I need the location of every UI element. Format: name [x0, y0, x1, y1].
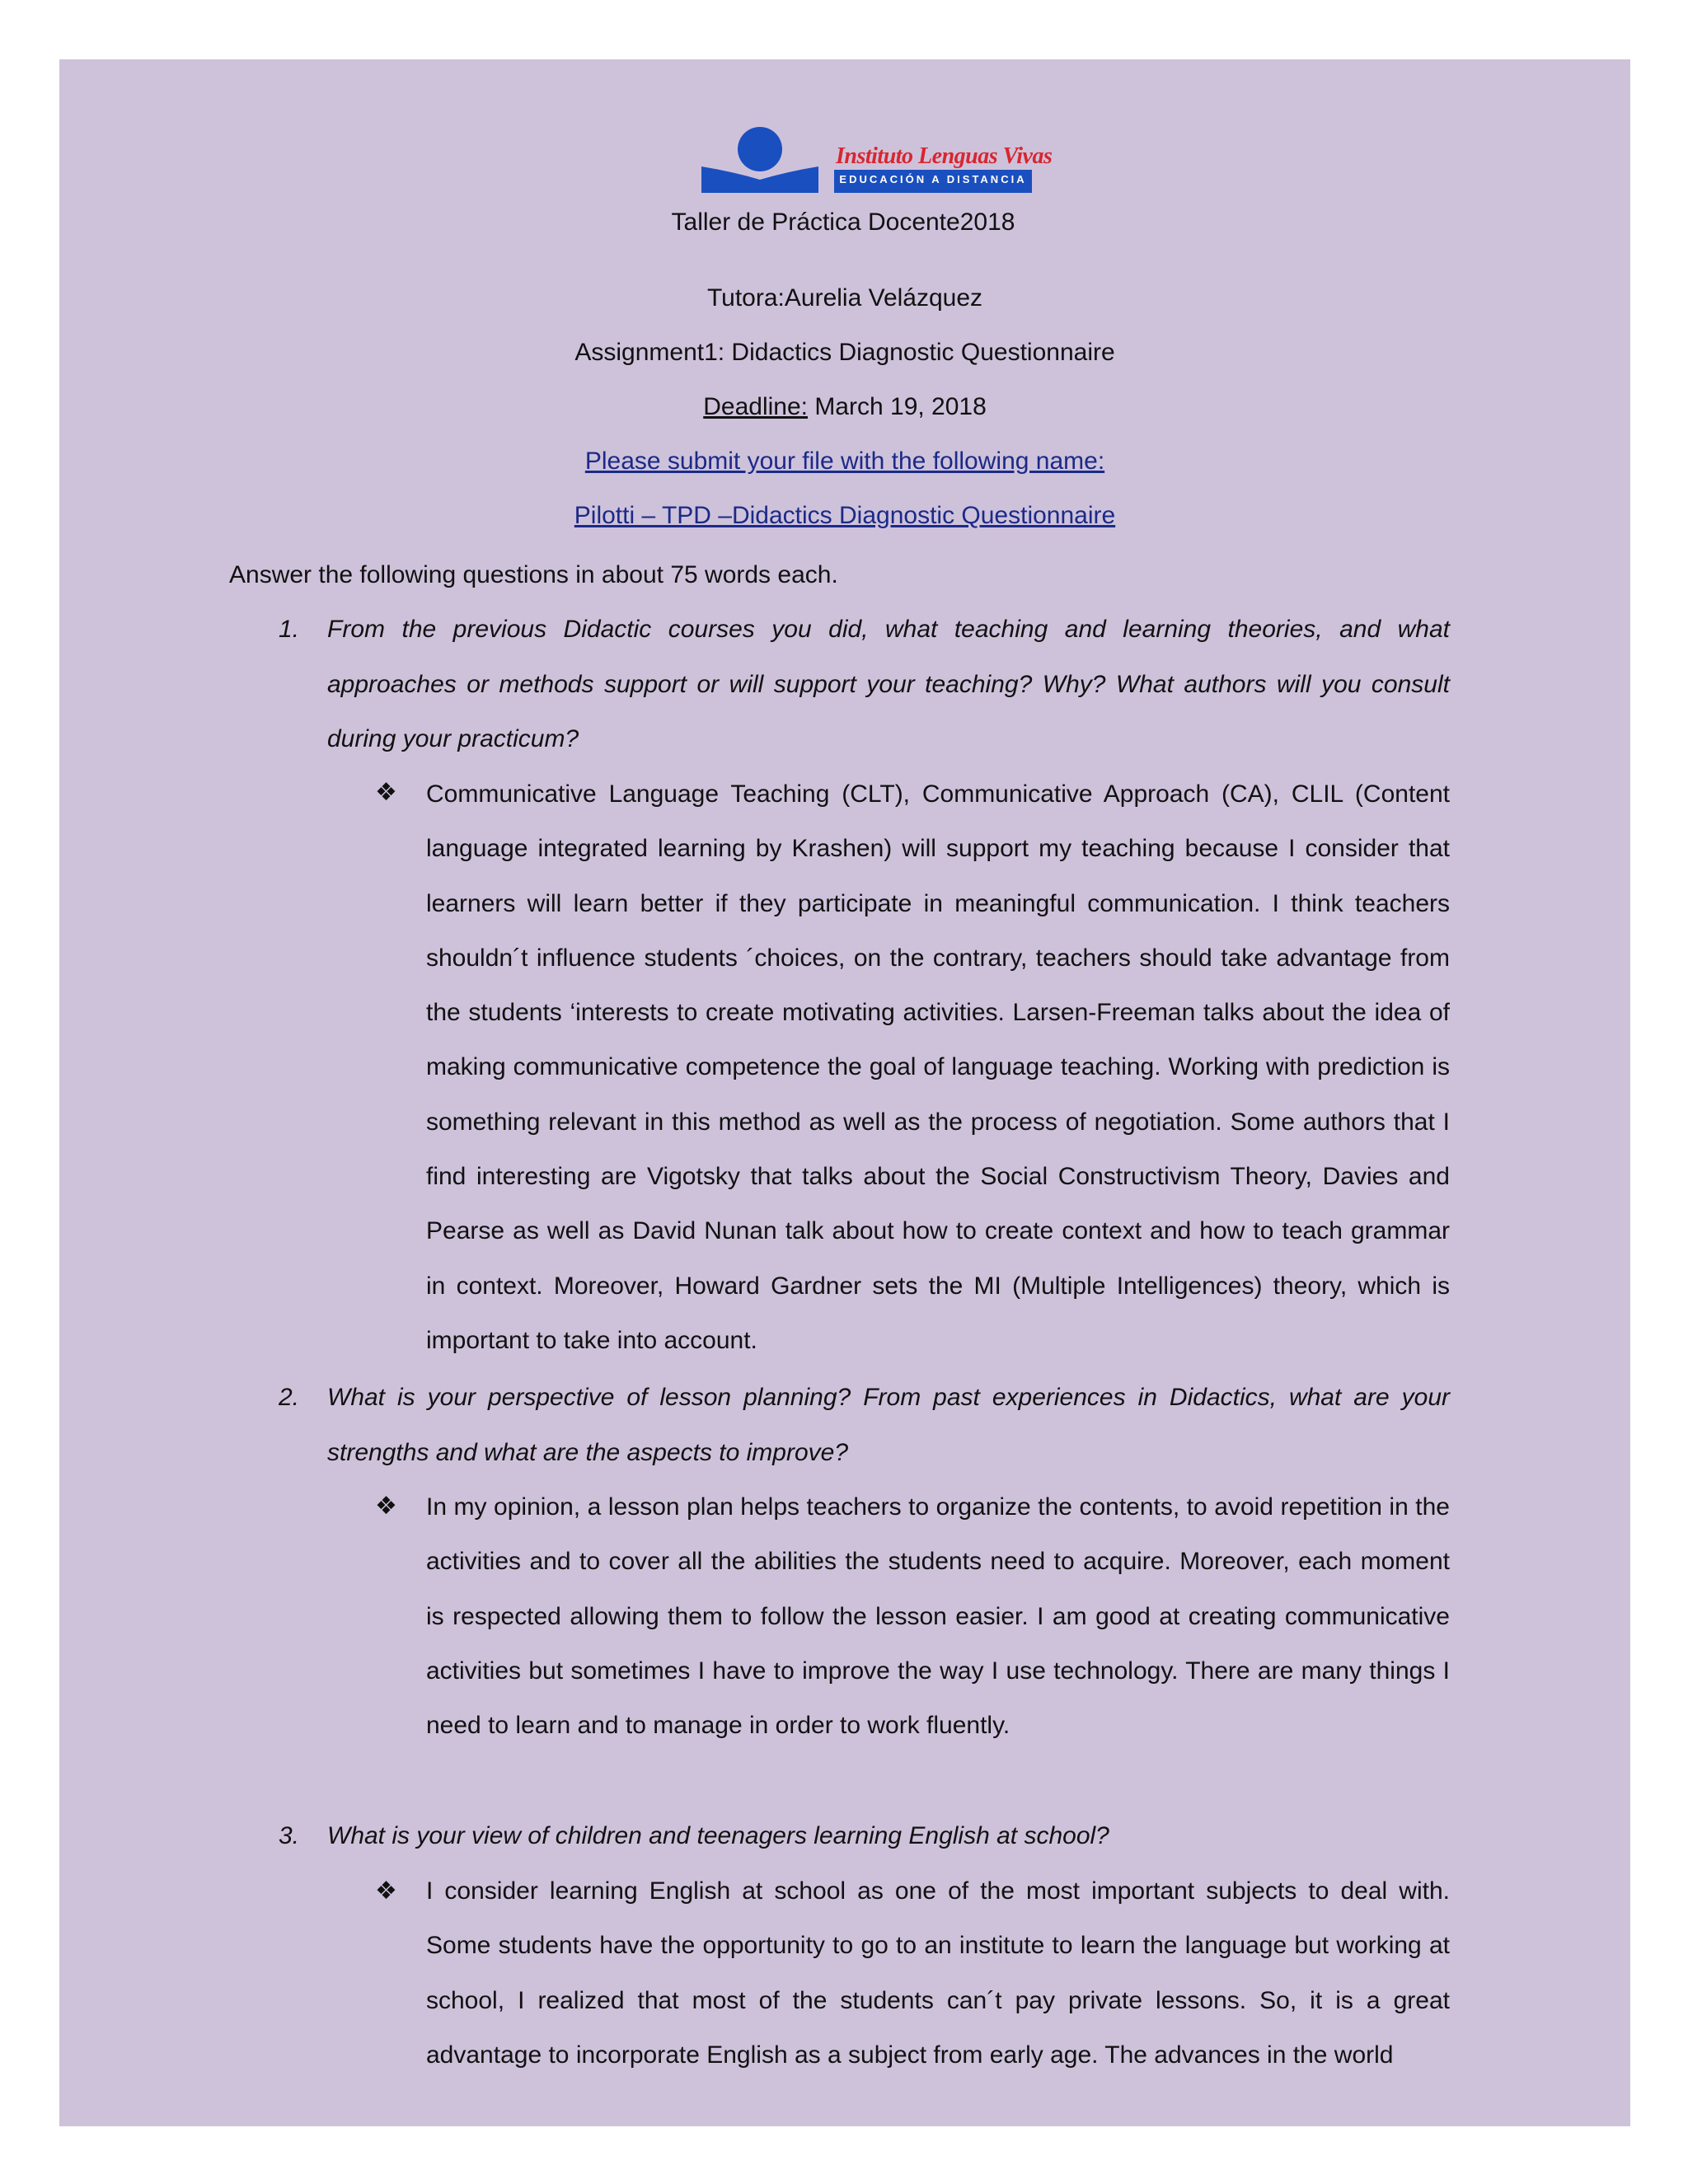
bullet-icon: ❖ [375, 1493, 397, 1520]
file-name-line [59, 499, 1630, 532]
deadline-label: Deadline: [703, 393, 808, 420]
logo-tagline: EDUCACIÓN A DISTANCIA [839, 173, 1027, 185]
question-number: 1. [279, 616, 300, 643]
question-text: From the previous Didactic courses you did, what teaching and learning theories, and what approaches or methods support or will support your teaching? Why? What authors will you consult during your practicum? [327, 616, 1450, 752]
deadline-value: March 19, 2018 [807, 393, 987, 420]
bullet-icon: ❖ [375, 1877, 397, 1905]
submit-instruction-link[interactable]: Please submit your file with the following name: [584, 448, 1105, 475]
document-page [59, 59, 1630, 2126]
tutor-line: Tutora:Aurelia Velázquez [706, 284, 983, 312]
question-number: 2. [279, 1384, 300, 1411]
question-text: What is your perspective of lesson planning? From past experiences in Didactics, what are your strengths and what are the aspects to improve? [327, 1384, 1450, 1466]
file-name-link[interactable]: Pilotti – TPD –Didactics Diagnostic Questionnaire [574, 502, 1116, 529]
question-number: 3. [279, 1822, 300, 1849]
logo-emblem-icon [699, 125, 823, 199]
deadline-line [59, 391, 1630, 424]
logo-band [834, 170, 1032, 193]
answer-text: I consider learning English at school as one of the most important subjects to deal with. Some students have the opportunity to go to an institute to learn the language but working at school, I realized that most of the students can´t pay private lessons. So, it is a great advantage to incorporate English as a subject from early age. The advances in the world [426, 1877, 1450, 2069]
intro-text: Answer the following questions in about 75 words each. [229, 561, 838, 588]
answer-text: In my opinion, a lesson plan helps teachers to organize the contents, to avoid repetition in the activities and to cover all the abilities the students need to acquire. Moreover, each moment is respected allowing them to follow the lesson easier. I am good at creating communicative activities but sometimes I have to improve the way I use technology. There are many things I need to learn and to manage in order to work fluently. [426, 1493, 1450, 1740]
question-text: What is your view of children and teenagers learning English at school? [327, 1822, 1109, 1849]
course-title: Taller de Práctica Docente2018 [671, 209, 1015, 236]
logo-name: Instituto Lenguas Vivas [836, 143, 1053, 169]
bullet-icon: ❖ [375, 779, 397, 806]
submit-instruction-line [59, 445, 1630, 478]
answer-text: Communicative Language Teaching (CLT), Communicative Approach (CA), CLIL (Content language integrated learning by Krashen) will support my teaching because I consider that learners will learn better if they participate in meaningful communication. I think teachers shouldn´t influence students ´choices, on the contrary, teachers should take advantage from the students ‘interests to create motivating activities. Larsen-Freeman talks about the idea of making communicative competence the goal of language teaching. Working with prediction is something relevant in this method as well as the process of negotiation. Some authors that I find interesting are Vigotsky that talks about the Social Constructivism Theory, Davies and Pearse as well as David Nunan talk about how to create context and how to teach grammar in context. Moreover, Howard Gardner sets the MI (Multiple Intelligences) theory, which is important to take into account. [426, 780, 1450, 1354]
assignment-title: Assignment1: Didactics Diagnostic Questionnaire [574, 339, 1115, 366]
institute-logo [699, 125, 1053, 199]
